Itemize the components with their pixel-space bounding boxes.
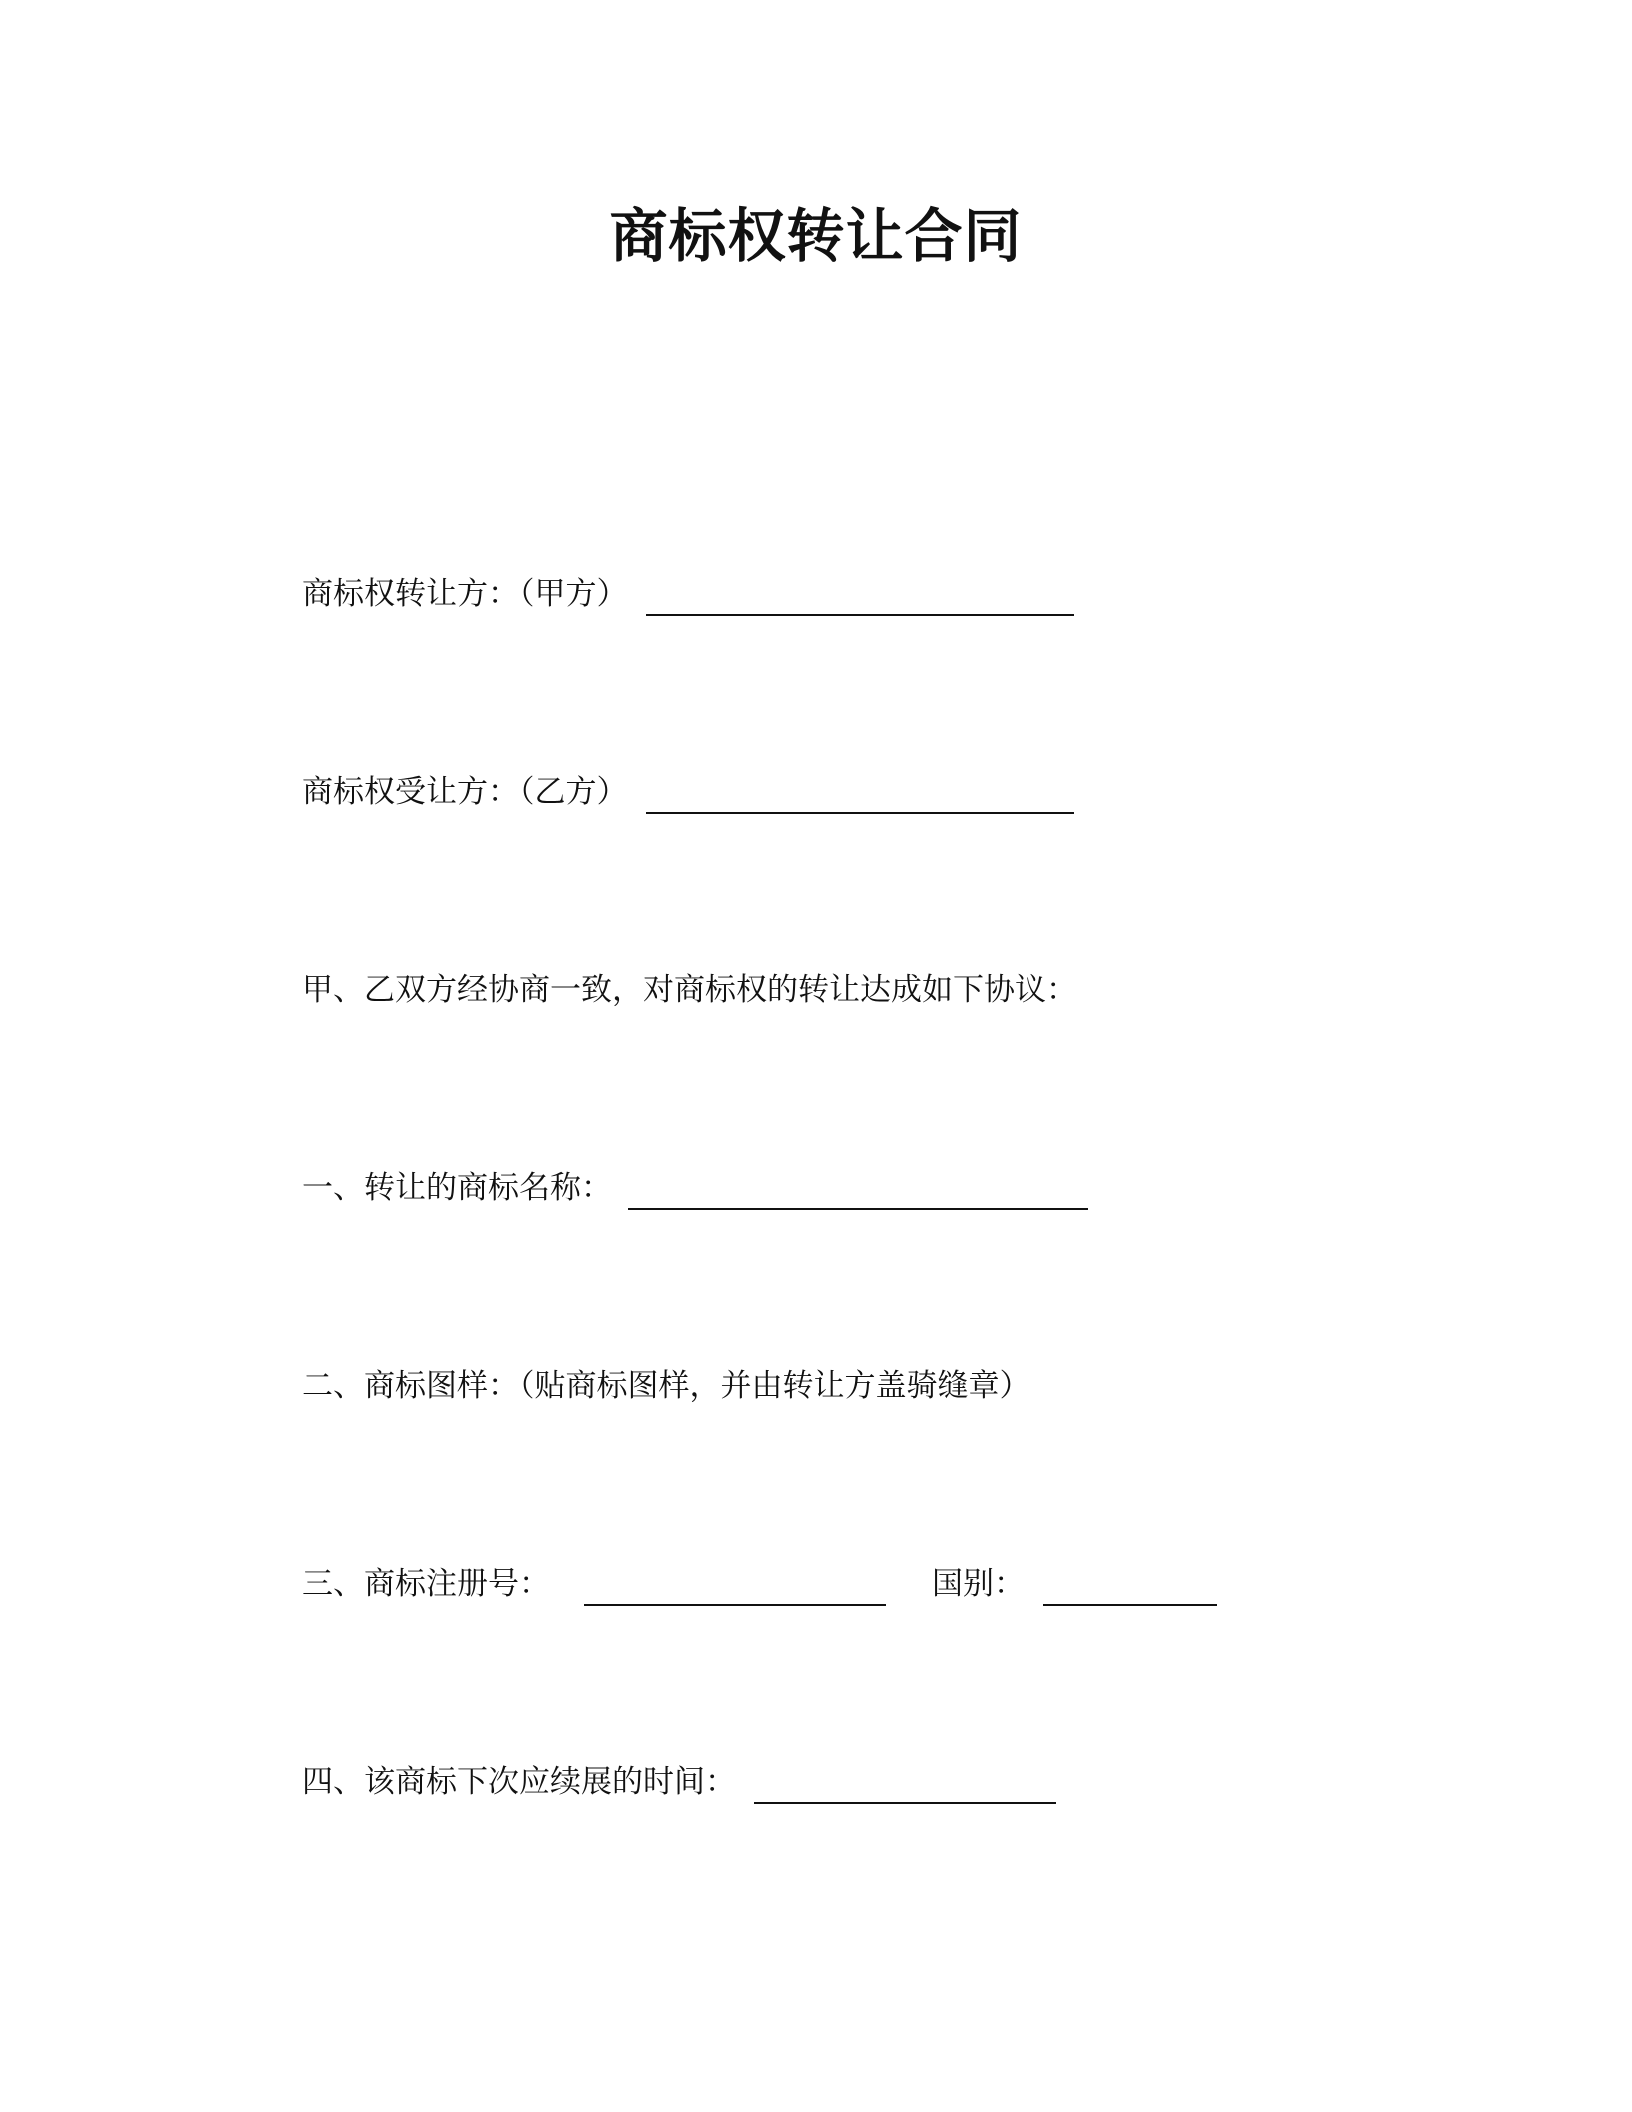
renewal-time-blank[interactable] bbox=[754, 1766, 1056, 1804]
clause-3-line bbox=[302, 1546, 1217, 1606]
clause-3-country-label: 国别： bbox=[932, 1566, 1025, 1602]
clause-1-label: 一、转让的商标名称： bbox=[302, 1170, 612, 1206]
transferee-label: 商标权受让方：（乙方） bbox=[302, 774, 628, 810]
clause-1-line bbox=[302, 1150, 1088, 1210]
agreement-intro: 甲、乙双方经协商一致，对商标权的转让达成如下协议： bbox=[302, 972, 1077, 1008]
transferee-blank[interactable] bbox=[646, 776, 1074, 814]
clause-4-line bbox=[302, 1744, 1056, 1804]
clause-3-label: 三、商标注册号： bbox=[302, 1566, 550, 1602]
clause-2-line bbox=[302, 1348, 1031, 1408]
trademark-name-blank[interactable] bbox=[628, 1172, 1088, 1210]
clause-2-text: 二、商标图样：（贴商标图样，并由转让方盖骑缝章） bbox=[302, 1368, 1031, 1404]
document-title: 商标权转让合同 bbox=[609, 202, 1023, 270]
transferee-line bbox=[302, 754, 1074, 814]
registration-number-blank[interactable] bbox=[584, 1568, 886, 1606]
transferor-label: 商标权转让方：（甲方） bbox=[302, 576, 628, 612]
clause-4-label: 四、该商标下次应续展的时间： bbox=[302, 1764, 736, 1800]
transferor-line bbox=[302, 556, 1074, 616]
country-blank[interactable] bbox=[1043, 1568, 1217, 1606]
agreement-intro-line bbox=[302, 952, 1077, 1012]
transferor-blank[interactable] bbox=[646, 578, 1074, 616]
